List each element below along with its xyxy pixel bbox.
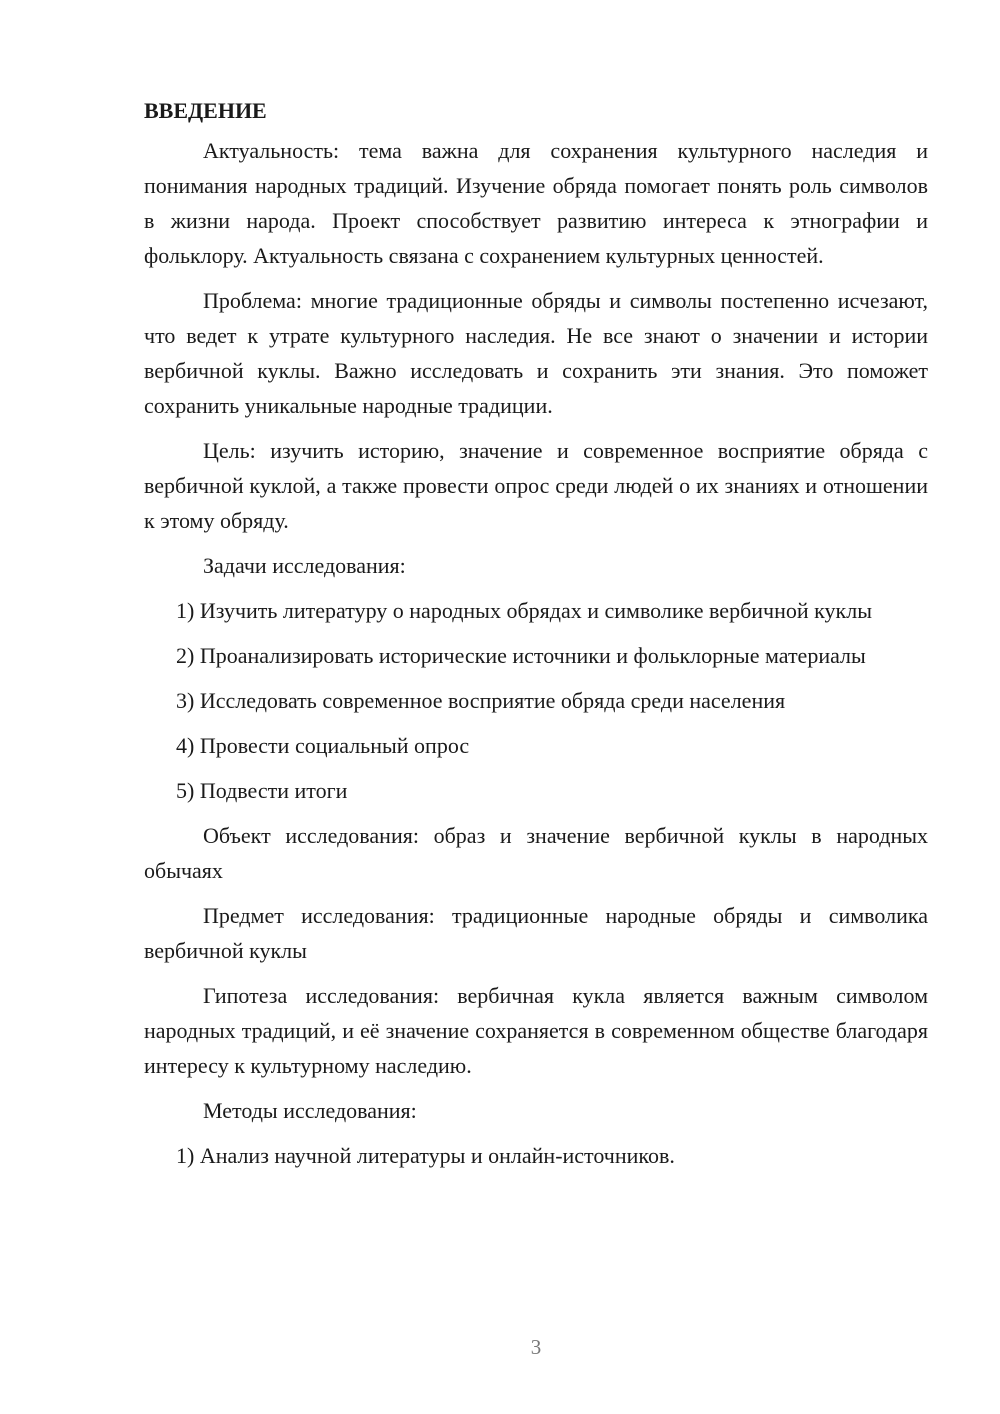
page-content <box>144 93 928 1183</box>
page-number: 3 <box>530 1335 542 1359</box>
relevance-paragraph: Актуальность: тема важна для сохранения культурного наследия и понимания народных традиций. Изучение обряда помогает понять роль символов в жизни народа. Проект способствует развитию интереса к этнографии и фольклору. Актуальность связана с сохранением культурных ценностей. <box>144 138 928 268</box>
task-item-1: 1) Изучить литературу о народных обрядах и символике вербичной куклы <box>176 598 872 623</box>
tasks-heading: Задачи исследования: <box>203 553 406 578</box>
hypothesis-paragraph: Гипотеза исследования: вербичная кукла является важным символом народных традиций, и её значение сохраняется в современном обществе благодаря интересу к культурному наследию. <box>144 983 928 1078</box>
object-paragraph: Объект исследования: образ и значение вербичной куклы в народных обычаях <box>144 823 928 883</box>
task-item-4: 4) Провести социальный опрос <box>176 733 470 758</box>
problem-paragraph: Проблема: многие традиционные обряды и символы постепенно исчезают, что ведет к утрате культурного наследия. Не все знают о значении и истории вербичной куклы. Важно исследовать и сохранить эти знания. Это поможет сохранить уникальные народные традиции. <box>144 288 928 418</box>
goal-paragraph: Цель: изучить историю, значение и современное восприятие обряда с вербичной куклой, а также провести опрос среди людей о их знаниях и отношении к этому обряду. <box>144 438 928 533</box>
method-item-1: 1) Анализ научной литературы и онлайн-источников. <box>176 1143 675 1168</box>
task-item-3: 3) Исследовать современное восприятие обряда среди населения <box>176 688 786 713</box>
task-item-2: 2) Проанализировать исторические источники и фольклорные материалы <box>176 643 866 668</box>
methods-heading: Методы исследования: <box>203 1098 417 1123</box>
task-item-5: 5) Подвести итоги <box>176 778 348 803</box>
subject-paragraph: Предмет исследования: традиционные народные обряды и символика вербичной куклы <box>144 903 928 963</box>
section-title: ВВЕДЕНИЕ <box>144 98 267 123</box>
